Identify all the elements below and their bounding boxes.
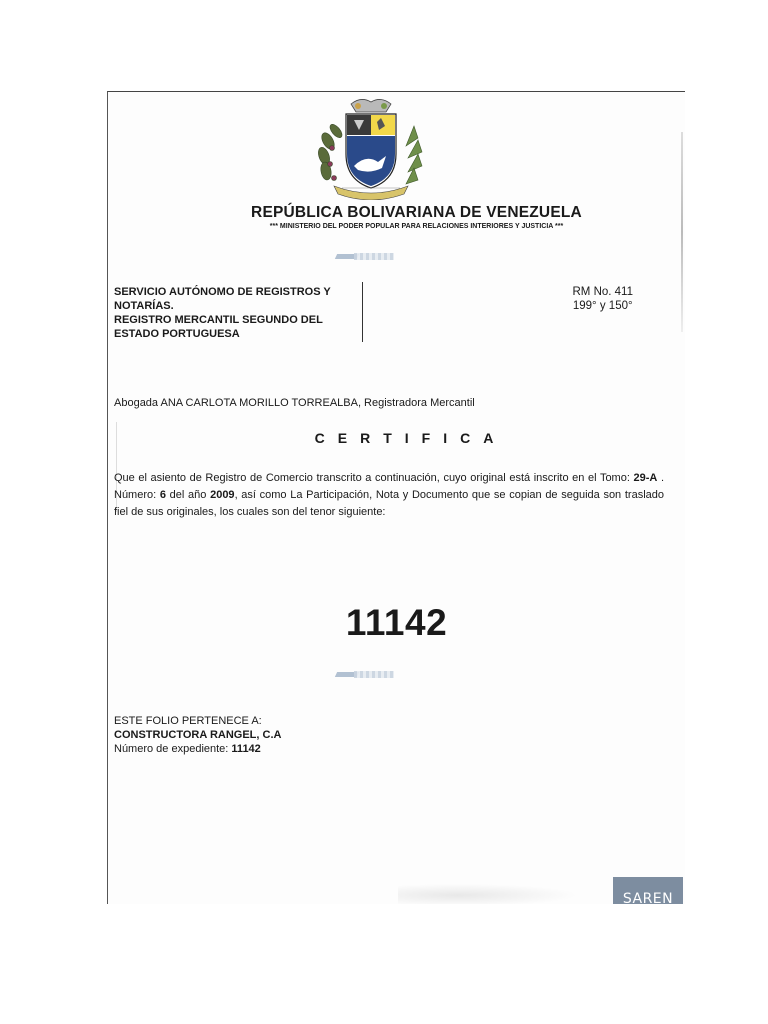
header-divider — [362, 282, 363, 342]
anio-value: 2009 — [210, 489, 235, 501]
expediente-line — [114, 742, 281, 756]
registry-number-block — [572, 285, 633, 313]
certifica-heading: CERTIFICA — [314, 430, 507, 446]
expediente-value: 11142 — [231, 743, 261, 755]
folio-label: ESTE FOLIO PERTENECE A: — [114, 715, 262, 727]
seal-stamp-icon-2 — [336, 670, 394, 680]
body-text-4: , así como La Participación, Nota y Documento que se copian de seguida son traslado fiel de sus originales, los cuales son del tenor siguiente: — [114, 489, 664, 518]
office-line-1: SERVICIO AUTÓNOMO DE REGISTROS Y — [114, 286, 331, 298]
office-line-3: REGISTRO MERCANTIL SEGUNDO DEL — [114, 314, 323, 326]
file-number-large: 11142 — [345, 602, 448, 643]
scan-edge-shadow — [681, 132, 683, 332]
years-label: 199° y 150° — [572, 300, 633, 312]
seal-stamp-icon — [336, 252, 394, 262]
expediente-label: Número de expediente: — [114, 743, 232, 755]
document-page — [107, 91, 685, 904]
registry-office — [114, 285, 354, 341]
saren-logo: SAREN — [613, 877, 683, 904]
body-text-3: del año — [166, 489, 211, 501]
body-text-2: . Número: — [114, 472, 664, 501]
folio-block — [114, 714, 281, 756]
office-line-4: ESTADO PORTUGUESA — [114, 328, 240, 340]
numero-value: 6 — [159, 489, 166, 501]
tomo-value: 29-A — [633, 472, 658, 484]
body-text-1: Que el asiento de Registro de Comercio transcrito a continuación, cuyo original está inscrito en el Tomo: — [114, 472, 634, 484]
ministry-subtitle: *** MINISTERIO DEL PODER POPULAR PARA RELACIONES INTERIORES Y JUSTICIA *** — [269, 223, 564, 230]
office-line-2: NOTARÍAS. — [114, 300, 174, 312]
scan-smudge — [398, 882, 598, 904]
registrar-name: Abogada ANA CARLOTA MORILLO TORREALBA, Registradora Mercantil — [114, 397, 475, 409]
republic-title: REPÚBLICA BOLIVARIANA DE VENEZUELA — [251, 204, 582, 221]
coat-of-arms-icon — [306, 96, 436, 200]
certification-paragraph — [114, 470, 664, 521]
rm-number: RM No. 411 — [572, 286, 633, 298]
company-name: CONSTRUCTORA RANGEL, C.A — [114, 729, 282, 741]
